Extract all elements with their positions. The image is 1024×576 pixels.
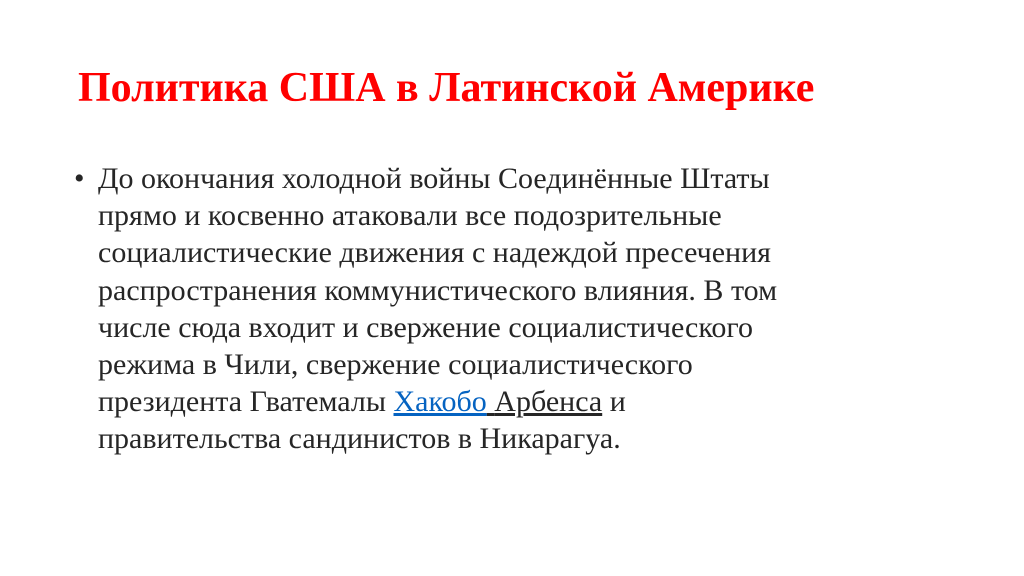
body-line-8: правительства сандинистов в Никарагуа. <box>98 422 621 456</box>
underlined-arbensa: Арбенса <box>494 385 603 419</box>
body-line-7 <box>98 383 974 420</box>
body-line-2: прямо и косвенно атаковали все подозрительные <box>98 199 722 233</box>
body-line-6: режима в Чили, свержение социалистического <box>98 348 693 382</box>
line7-after: и <box>602 385 626 419</box>
bullet-item <box>74 160 974 458</box>
bullet-dot-icon: • <box>74 162 85 195</box>
bullet-list <box>74 160 974 458</box>
body-line-1: До окончания холодной войны Соединённые Штаты <box>98 162 770 195</box>
slide-title: Политика США в Латинской Америке <box>78 65 815 111</box>
line7-before: президента Гватемалы <box>98 385 394 419</box>
link-hakobo[interactable]: Хакобо <box>393 385 487 419</box>
body-line-5: числе сюда входит и свержение социалистического <box>98 310 753 344</box>
body-line-3: социалистические движения с надеждой пресечения <box>98 236 771 270</box>
body-line-4: распространения коммунистического влияния. В том <box>98 273 778 307</box>
